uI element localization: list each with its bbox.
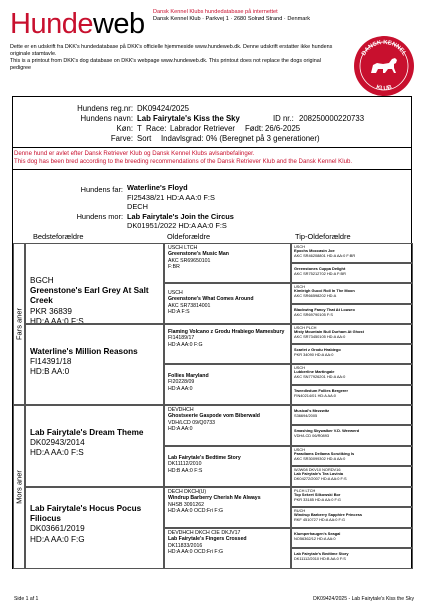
side-label-sire: Fars aner (13, 243, 25, 405)
grandparent-cell: Waterline's Million Reasons FI14391/18 HD:B AA:0 (25, 324, 164, 405)
race-label: Race: (146, 124, 167, 133)
grandparent-cell: Lab Fairytale's Hocus Pocus Filiocus DK03661/2019 HD:A AA:0 F:G (25, 487, 164, 569)
color-value: Sort (137, 134, 152, 143)
great-grandparent-cell: DEVDHCH DKCH CIE DKJV17 Lab Fairytale's Fingers Crossed DK11833/2016 HD:A AA:0 OCD:Fri F:G (164, 528, 291, 569)
tagline-line1: Dansk Kennel Klubs hundedatabase på internettet (153, 9, 278, 15)
hundeweb-logo: Hundeweb (10, 8, 145, 40)
race-value: Labrador Retriever (170, 124, 236, 133)
great-great-grandparent-cell: PLCH LTCH Top Sekret Silkowski Bor PKR 33185 HD:A AA:0 F:G (291, 487, 413, 507)
great-grandparent-cell: DECH DKCH(U) Windrup Barberry Cherish Me Always NHSB 3091262 HD:A AA:0 OCD:Fri F:G (164, 487, 291, 528)
disclaimer-dk: Dette er en udskrift fra DKK's hundedatabase på DKK's officielle hjemmeside www.hundeweb.dk. Denne udskrift erstatter ikke hundens originale stamtavle. (10, 44, 333, 57)
great-great-grandparent-cell: Lab Fairytale's Bedtime Story DK11112/2010 HD:B AA:0 F:S (291, 548, 413, 569)
color-label: Farve: (110, 134, 133, 143)
great-great-grandparent-cell: Blackwing Fancy That At Louseo AKC SR69790105 F:S (291, 304, 413, 324)
sex-label: Køn: (116, 124, 133, 133)
id-label: ID nr.: (273, 114, 294, 123)
great-grandparent-cell: USCH LTCH Greenstone's Music Man AKC SR69650101 F:BR (164, 243, 291, 283)
column-header-grandparents: Bedsteforældre (33, 232, 84, 241)
sire-entry (127, 183, 215, 202)
inbreeding-value: 0% (Beregnet på 3 generationer) (206, 134, 320, 143)
sire-info: FI25438/21 HD:A AA:0 F:S (127, 192, 215, 202)
dam-label: Hundens mor: (76, 212, 123, 221)
great-grandparent-cell: USCH Greenstone's What Comes Around AKC SR73814001 HD:A F:S (164, 283, 291, 324)
born-value: 26/6-2025 (265, 124, 301, 133)
dkk-seal-icon (353, 35, 415, 97)
great-great-grandparent-cell: RUCH Windrup Barberry Sapphire Princess RKF 4510727 HD:A AA:0 F:G (291, 507, 413, 528)
great-great-grandparent-cell: USCH Paradiams Dellama Scrutiking Is AKC SR30099302 HD:A AA:0 (291, 446, 413, 466)
great-great-grandparent-cell: Scarlet z Grodu Hrabiego PKR 34090 HD:A AA:0 (291, 344, 413, 364)
great-great-grandparent-cell: Tweedledum Follies Bergerer FIN40214/01 HD:A AA:0 (291, 385, 413, 405)
dam-info: DK01951/2022 HD:A AA:0 F:S (127, 221, 227, 230)
disclaimer (10, 44, 340, 72)
great-grandparent-cell: Follies Maryland FI20228/09 HD:A AA:0 (164, 364, 291, 405)
grandparent-cell: BGCH Greenstone's Earl Grey At Salt Creek PKR 36839 HD:A AA:0 F:S (25, 243, 164, 324)
svg-text:KLUB: KLUB (375, 84, 393, 93)
reg-value: DK09424/2025 (137, 104, 190, 113)
pedigree-document (12, 96, 412, 569)
great-great-grandparent-cell: Greenstones Cuppa Delight AKC SR75212702 HD:A F:BR (291, 263, 413, 283)
divider (13, 147, 411, 148)
great-great-grandparent-cell: WJW08 DKV10 NORDV16 Lab Fairytale's Tea Lavinia DK04272/2007 HD:A AA:0 F:S (291, 466, 413, 487)
great-great-grandparent-cell: USCH Lubberline Martingale AKC SN77926201 HD:A AA:0 (291, 364, 413, 385)
sex-value: T (137, 124, 142, 133)
great-grandparent-cell: Lab Fairytale's Bedtime Story DK11112/2010 HD:B AA:0 F:S (164, 446, 291, 487)
breeding-notice (14, 150, 352, 166)
footer-page: Side 1 af 1 (14, 596, 39, 602)
great-great-grandparent-cell: USCH Epochs Moccasin Joe AKC SR46208801 HD:A AA:0 F:BR (291, 243, 413, 263)
divider (13, 169, 411, 170)
born-label: Født: (245, 124, 264, 133)
dam-name: Lab Fairytale's Join the Circus (127, 211, 234, 221)
great-grandparent-cell: Flaming Volcano z Grodu Hrabiego Mamesbury FI14189/17 HD:A AA:0 F:G (164, 324, 291, 364)
name-label: Hundens navn: (80, 114, 133, 123)
id-value: 208250000220733 (299, 114, 365, 123)
sire-label: Hundens far: (80, 185, 123, 194)
great-great-grandparent-cell: USCH PLCH Misty Mountain Bull Durham At Ghost AKC SR73450105 HD:A AA:0 (291, 324, 413, 344)
svg-text:DANSK KENNEL: DANSK KENNEL (360, 39, 408, 57)
great-great-grandparent-cell: Klumperhaugen's Seagal NO56362/12 HD:A AA:0 (291, 528, 413, 548)
dog-info (13, 97, 411, 147)
reg-label: Hundens reg.nr: (77, 104, 133, 113)
side-label-dam: Mors aner (13, 405, 25, 569)
sire-name: Waterline's Floyd (127, 183, 188, 192)
notice-en: This dog has been bred according to the breeding recommendations of the Dansk Retriever Klub and the Dansk Kennel Klub. (14, 158, 353, 165)
dam-title: DECH (127, 202, 148, 211)
inbreeding-label: Indavlsgrad: (161, 134, 204, 143)
tagline-line2: Dansk Kennel Klub · Parkvej 1 · 2680 Solrød Strand · Denmark (153, 16, 311, 23)
notice-dk: Denne hund er avlet efter Dansk Retriever Klub og Dansk Kennel Klubs avlsanbefalinger. (14, 150, 255, 157)
great-great-grandparent-cell: Smashing Skywalker V.D. Weewerd VDH/LCD 06/R0893 (291, 425, 413, 446)
dam-entry (127, 202, 234, 231)
column-header-great-grandparents: Oldeforældre (167, 232, 211, 241)
disclaimer-en: This is a printout from DKK's dog database on DKK's webpage www.hundeweb.dk. This printout does not replace the dogs original pedigree (10, 57, 321, 71)
parents-section (13, 179, 411, 233)
tagline (153, 9, 310, 23)
pedigree-grid (13, 231, 413, 570)
name-value: Lab Fairytale's Kiss the Sky (137, 114, 240, 123)
great-great-grandparent-cell: Musical's Mezzwitz S36694/2005 (291, 405, 413, 425)
grandparent-cell: Lab Fairytale's Dream Theme DK02943/2014 HD:A AA:0 F:S (25, 405, 164, 487)
footer-reference: DK09424/2025 - Lab Fairytale's Kiss the Sky (313, 596, 414, 602)
great-grandparent-cell: DEVDHCH Ghostseerie Gaspode vom Biberwald VDH/LCD 09/Q0733 HD:A AA:0 (164, 405, 291, 446)
great-great-grandparent-cell: USCH Kimleigh Gucci Roll In The Moon AKC SR66598202 HD:A (291, 283, 413, 304)
column-header-great-great-grandparents: Tip-Oldeforældre (295, 232, 351, 241)
